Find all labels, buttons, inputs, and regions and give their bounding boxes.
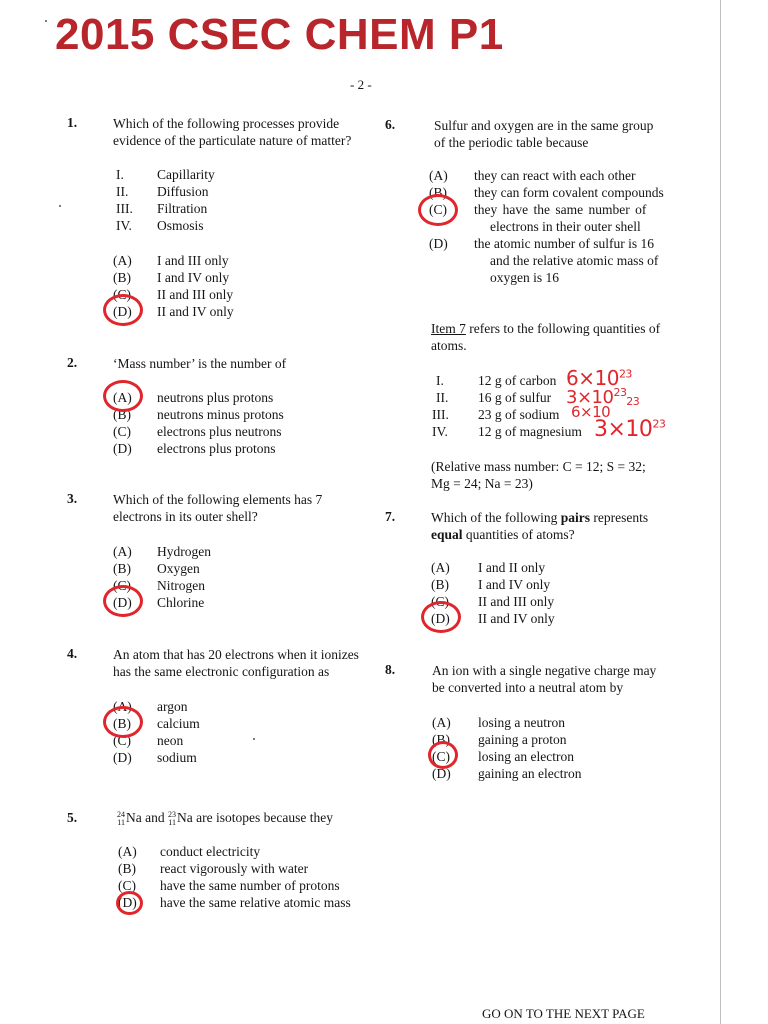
question-stem: be converted into a neutral atom by (432, 680, 624, 695)
option-text: II and III only (157, 287, 234, 302)
option-text: they have the same number of (474, 202, 647, 217)
option-text: II and III only (478, 594, 555, 609)
statement-numeral: I. (116, 167, 124, 182)
question-number: 2. (67, 355, 78, 370)
question-stem: ‘Mass number’ is the number of (113, 356, 287, 371)
stimulus-intro: atoms. (431, 338, 467, 353)
stem-emphasis: pairs (560, 510, 590, 525)
isotope-atomic-number: 11 (168, 817, 176, 827)
stem-text: represents (590, 510, 649, 525)
handwritten-exponent: 23 (618, 367, 632, 381)
question-stem: An ion with a single negative charge may (432, 663, 657, 678)
relative-mass-note: Mg = 24; Na = 23) (431, 476, 533, 491)
handwritten-base: 6×10 (571, 403, 611, 421)
statement-text: Filtration (157, 201, 208, 216)
question-stem: of the periodic table because (434, 135, 589, 150)
option-label: (B) (429, 185, 447, 200)
handwritten-base: 3×10 (566, 387, 614, 408)
option-text: II and IV only (157, 304, 234, 319)
option-text: neutrons plus protons (157, 390, 274, 405)
option-text: have the same number of protons (160, 878, 340, 893)
option-text: electrons plus protons (157, 441, 276, 456)
option-label: (A) (113, 253, 132, 268)
option-text: Nitrogen (157, 578, 205, 593)
option-label: (D) (429, 236, 448, 251)
option-label: (D) (113, 441, 132, 456)
handwritten-exponent: 23 (652, 417, 666, 431)
option-text: they can form covalent compounds (474, 185, 664, 200)
question-number: 6. (385, 117, 396, 132)
isotope-symbol: Na (126, 810, 142, 825)
option-label: (D) (113, 750, 132, 765)
answer-circle-mark (418, 194, 458, 226)
handwritten-base: 6×10 (566, 366, 619, 390)
option-text-continued: oxygen is 16 (490, 270, 559, 285)
question-stem: electrons in its outer shell? (113, 509, 258, 524)
scan-speck (253, 738, 255, 740)
statement-numeral: IV. (116, 218, 132, 233)
option-text: neutrons minus protons (157, 407, 284, 422)
option-label: (C) (431, 594, 449, 609)
option-label: (B) (113, 270, 131, 285)
option-text: Hydrogen (157, 544, 211, 559)
question-stem (431, 509, 648, 526)
question-number: 3. (67, 491, 78, 506)
question-stem: Sulfur and oxygen are in the same group (434, 118, 654, 133)
page-number: - 2 - (350, 77, 372, 92)
question-number: 1. (67, 115, 78, 130)
question-number: 7. (385, 509, 396, 524)
question-stem: Which of the following elements has 7 (113, 492, 323, 507)
option-text: losing an electron (478, 749, 574, 764)
option-label: (C) (113, 733, 131, 748)
scan-speck (59, 205, 61, 207)
statement-text: Capillarity (157, 167, 215, 182)
question-stem: An atom that has 20 electrons when it ionizes (113, 647, 359, 662)
option-label: (D) (113, 304, 132, 319)
stem-text: quantities of atoms? (462, 527, 575, 542)
option-text: I and IV only (157, 270, 230, 285)
option-label: (A) (429, 168, 448, 183)
isotope-symbol: Na (177, 810, 193, 825)
isotope-mass-number: 24 (117, 809, 125, 819)
option-label: (C) (429, 202, 447, 217)
option-label: (B) (432, 732, 450, 747)
option-text: II and IV only (478, 611, 555, 626)
statement-text: Osmosis (157, 218, 204, 233)
option-label: (C) (113, 287, 131, 302)
statement-text: Diffusion (157, 184, 209, 199)
page-edge-line (720, 0, 721, 1024)
option-text: sodium (157, 750, 197, 765)
isotope-atomic-number: 11 (117, 817, 125, 827)
stem-text: are isotopes because they (192, 810, 333, 825)
question-stem (117, 808, 333, 828)
option-text: the atomic number of sulfur is 16 (474, 236, 654, 251)
question-stem (431, 526, 575, 543)
statement-numeral: II. (116, 184, 129, 199)
option-label: (D) (432, 766, 451, 781)
handwritten-exponent: 23 (626, 395, 640, 408)
option-text: calcium (157, 716, 200, 731)
answer-circle-mark (103, 380, 143, 412)
option-label: (C) (432, 749, 450, 764)
handwritten-exponent: 23 (613, 386, 627, 399)
answer-circle-mark (421, 601, 461, 633)
question-stem: has the same electronic configuration as (113, 664, 330, 679)
statement-numeral: II. (436, 390, 449, 405)
option-label: (A) (113, 699, 132, 714)
option-label: (A) (431, 560, 450, 575)
isotope-mass-number: 23 (168, 809, 176, 819)
statement-text: 16 g of sulfur (478, 390, 552, 405)
option-label: (D) (118, 895, 137, 910)
option-text: losing a neutron (478, 715, 565, 730)
statement-text: 23 g of sodium (478, 407, 560, 422)
option-label: (C) (118, 878, 136, 893)
footer-instruction: GO ON TO THE NEXT PAGE (482, 1006, 645, 1021)
option-label: (B) (113, 407, 131, 422)
option-text: neon (157, 733, 184, 748)
scan-speck (45, 20, 47, 22)
question-number: 4. (67, 646, 78, 661)
option-label: (A) (113, 544, 132, 559)
option-text: react vigorously with water (160, 861, 309, 876)
option-text: electrons plus neutrons (157, 424, 282, 439)
option-text: I and IV only (478, 577, 551, 592)
option-label: (B) (431, 577, 449, 592)
option-text: have the same relative atomic mass (160, 895, 351, 910)
option-text: gaining an electron (478, 766, 582, 781)
option-label: (D) (431, 611, 450, 626)
stem-text: and (141, 810, 168, 825)
option-text: I and III only (157, 253, 229, 268)
option-text: gaining a proton (478, 732, 567, 747)
option-label: (C) (113, 578, 131, 593)
option-text: conduct electricity (160, 844, 261, 859)
question-stem: evidence of the particulate nature of matter? (113, 133, 352, 148)
statement-numeral: III. (116, 201, 133, 216)
option-label: (A) (113, 390, 132, 405)
stem-emphasis: equal (431, 527, 463, 542)
handwritten-annotation (594, 417, 665, 442)
option-text: they can react with each other (474, 168, 636, 183)
answer-circle-mark (103, 585, 143, 617)
question-number: 5. (67, 810, 78, 825)
option-label: (D) (113, 595, 132, 610)
answer-circle-mark (103, 706, 143, 738)
statement-text: 12 g of magnesium (478, 424, 582, 439)
stem-text: Which of the following (431, 510, 561, 525)
answer-circle-mark (103, 294, 143, 326)
question-number: 8. (385, 662, 396, 677)
option-text: Chlorine (157, 595, 205, 610)
page-title: 2015 CSEC CHEM P1 (55, 10, 504, 59)
relative-mass-note: (Relative mass number: C = 12; S = 32; (431, 459, 646, 474)
handwritten-base: 3×10 (594, 417, 653, 442)
option-text: argon (157, 699, 188, 714)
option-label: (B) (113, 561, 131, 576)
option-text-continued: and the relative atomic mass of (490, 253, 659, 268)
option-label: (B) (113, 716, 131, 731)
statement-numeral: III. (432, 407, 449, 422)
option-label: (A) (432, 715, 451, 730)
option-text-continued: electrons in their outer shell (490, 219, 641, 234)
option-text: Oxygen (157, 561, 200, 576)
statement-numeral: I. (436, 373, 444, 388)
option-text: I and II only (478, 560, 546, 575)
option-label: (C) (113, 424, 131, 439)
stimulus-intro-text: refers to the following quantities of (465, 321, 661, 336)
option-label: (B) (118, 861, 136, 876)
statement-numeral: IV. (432, 424, 448, 439)
answer-circle-mark (428, 741, 458, 769)
question-stem: Which of the following processes provide (113, 116, 340, 131)
stimulus-intro (431, 320, 660, 337)
answer-circle-mark (116, 891, 143, 915)
item-reference: Item 7 (431, 321, 466, 336)
option-label: (A) (118, 844, 137, 859)
statement-text: 12 g of carbon (478, 373, 557, 388)
